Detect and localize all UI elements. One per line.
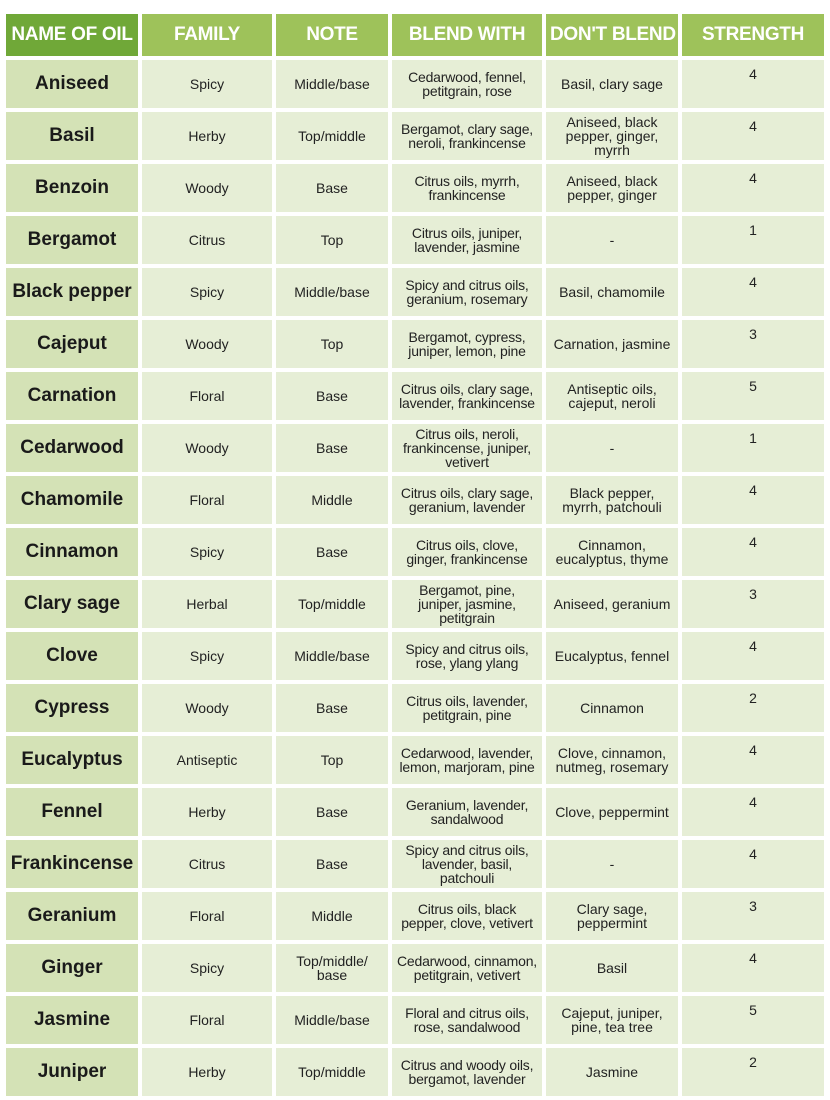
oil-strength: 4 <box>682 632 824 680</box>
oil-note: Base <box>276 840 388 888</box>
table-row <box>6 164 824 212</box>
oil-strength: 4 <box>682 736 824 784</box>
oil-dont-blend: - <box>546 216 678 264</box>
oil-strength: 3 <box>682 580 824 628</box>
oil-blend-with: Spicy and citrus oils, geranium, rosemary <box>392 268 542 316</box>
oil-note: Base <box>276 788 388 836</box>
oil-blend-with: Floral and citrus oils, rose, sandalwood <box>392 996 542 1044</box>
oil-note: Base <box>276 372 388 420</box>
header-name-of-oil: NAME OF OIL <box>6 14 138 56</box>
table-row <box>6 424 824 472</box>
oil-note: Top <box>276 320 388 368</box>
oil-dont-blend: Basil, chamomile <box>546 268 678 316</box>
oil-note: Top <box>276 736 388 784</box>
table-row <box>6 580 824 628</box>
oil-note: Top/middle/ base <box>276 944 388 992</box>
oil-family: Spicy <box>142 60 272 108</box>
oil-name: Cedarwood <box>6 424 138 472</box>
oil-name: Carnation <box>6 372 138 420</box>
oil-note: Middle <box>276 892 388 940</box>
oil-blend-with: Citrus oils, myrrh, frankincense <box>392 164 542 212</box>
oil-dont-blend: Clary sage, peppermint <box>546 892 678 940</box>
table-row <box>6 684 824 732</box>
table-row <box>6 476 824 524</box>
oil-strength: 4 <box>682 60 824 108</box>
oil-note: Base <box>276 424 388 472</box>
oil-dont-blend: Basil, clary sage <box>546 60 678 108</box>
oil-strength: 1 <box>682 216 824 264</box>
oil-note: Middle <box>276 476 388 524</box>
oil-name: Black pepper <box>6 268 138 316</box>
oil-dont-blend: Basil <box>546 944 678 992</box>
oil-family: Spicy <box>142 632 272 680</box>
table-row <box>6 112 824 160</box>
oil-name: Clary sage <box>6 580 138 628</box>
oil-family: Woody <box>142 164 272 212</box>
oil-strength: 2 <box>682 684 824 732</box>
oil-family: Floral <box>142 372 272 420</box>
oil-blend-with: Citrus oils, clary sage, geranium, lavender <box>392 476 542 524</box>
oil-note: Top/middle <box>276 112 388 160</box>
header-blend-with: BLEND WITH <box>392 14 542 56</box>
oil-blend-with: Citrus oils, black pepper, clove, vetivert <box>392 892 542 940</box>
oil-family: Floral <box>142 892 272 940</box>
oil-family: Spicy <box>142 528 272 576</box>
oil-strength: 4 <box>682 840 824 888</box>
oil-note: Middle/base <box>276 268 388 316</box>
oil-family: Woody <box>142 684 272 732</box>
oil-name: Chamomile <box>6 476 138 524</box>
oil-strength: 2 <box>682 1048 824 1096</box>
header-dont-blend: DON'T BLEND <box>546 14 678 56</box>
table-row <box>6 216 824 264</box>
oil-family: Herbal <box>142 580 272 628</box>
oil-name: Cinnamon <box>6 528 138 576</box>
table-row <box>6 632 824 680</box>
table-row <box>6 944 824 992</box>
oil-blend-with: Citrus oils, clove, ginger, frankincense <box>392 528 542 576</box>
oil-note: Base <box>276 164 388 212</box>
oil-note: Top <box>276 216 388 264</box>
oil-blend-with: Spicy and citrus oils, lavender, basil, patchouli <box>392 840 542 888</box>
oil-family: Antiseptic <box>142 736 272 784</box>
oil-name: Fennel <box>6 788 138 836</box>
oil-name: Clove <box>6 632 138 680</box>
oil-dont-blend: - <box>546 840 678 888</box>
oil-name: Eucalyptus <box>6 736 138 784</box>
oil-name: Bergamot <box>6 216 138 264</box>
table-row <box>6 736 824 784</box>
oil-blend-with: Bergamot, pine, juniper, jasmine, petitgrain <box>392 580 542 628</box>
oil-strength: 4 <box>682 528 824 576</box>
oil-blend-with: Citrus oils, neroli, frankincense, juniper, vetivert <box>392 424 542 472</box>
oil-family: Spicy <box>142 268 272 316</box>
oil-strength: 5 <box>682 372 824 420</box>
oil-strength: 4 <box>682 788 824 836</box>
oil-strength: 1 <box>682 424 824 472</box>
oil-strength: 4 <box>682 268 824 316</box>
table-row <box>6 840 824 888</box>
oil-note: Base <box>276 684 388 732</box>
oil-dont-blend: Clove, peppermint <box>546 788 678 836</box>
oil-strength: 3 <box>682 892 824 940</box>
oil-blend-with: Cedarwood, cinnamon, petitgrain, vetivert <box>392 944 542 992</box>
oil-note: Middle/base <box>276 60 388 108</box>
table-row <box>6 528 824 576</box>
oil-family: Floral <box>142 476 272 524</box>
oil-blend-with: Cedarwood, fennel, petitgrain, rose <box>392 60 542 108</box>
oil-note: Top/middle <box>276 580 388 628</box>
oil-dont-blend: Cinnamon, eucalyptus, thyme <box>546 528 678 576</box>
oil-dont-blend: Cinnamon <box>546 684 678 732</box>
oil-dont-blend: Black pepper, myrrh, patchouli <box>546 476 678 524</box>
oil-dont-blend: Clove, cinnamon, nutmeg, rosemary <box>546 736 678 784</box>
oil-blend-with: Bergamot, clary sage, neroli, frankincense <box>392 112 542 160</box>
oil-dont-blend: Cajeput, juniper, pine, tea tree <box>546 996 678 1044</box>
oil-name: Cypress <box>6 684 138 732</box>
table-row <box>6 320 824 368</box>
oil-note: Middle/base <box>276 996 388 1044</box>
oil-blend-with: Bergamot, cypress, juniper, lemon, pine <box>392 320 542 368</box>
oil-dont-blend: Jasmine <box>546 1048 678 1096</box>
table-row <box>6 60 824 108</box>
table-row <box>6 892 824 940</box>
oil-family: Woody <box>142 320 272 368</box>
oil-name: Juniper <box>6 1048 138 1096</box>
oil-strength: 4 <box>682 164 824 212</box>
oil-family: Floral <box>142 996 272 1044</box>
header-family: FAMILY <box>142 14 272 56</box>
oil-family: Spicy <box>142 944 272 992</box>
oil-family: Herby <box>142 112 272 160</box>
oil-dont-blend: Antiseptic oils, cajeput, neroli <box>546 372 678 420</box>
oil-table <box>2 10 828 1100</box>
oil-blend-with: Citrus and woody oils, bergamot, lavender <box>392 1048 542 1096</box>
oil-family: Woody <box>142 424 272 472</box>
oil-dont-blend: Carnation, jasmine <box>546 320 678 368</box>
oil-strength: 3 <box>682 320 824 368</box>
oil-blend-with: Citrus oils, lavender, petitgrain, pine <box>392 684 542 732</box>
oil-family: Citrus <box>142 840 272 888</box>
table-row <box>6 996 824 1044</box>
oil-name: Geranium <box>6 892 138 940</box>
table-row <box>6 372 824 420</box>
oil-name: Benzoin <box>6 164 138 212</box>
oil-note: Base <box>276 528 388 576</box>
header-strength: STRENGTH <box>682 14 824 56</box>
oil-name: Frankincense <box>6 840 138 888</box>
oil-family: Citrus <box>142 216 272 264</box>
oil-dont-blend: Eucalyptus, fennel <box>546 632 678 680</box>
oil-blend-with: Citrus oils, juniper, lavender, jasmine <box>392 216 542 264</box>
oil-dont-blend: - <box>546 424 678 472</box>
header-row <box>6 14 824 56</box>
table-row <box>6 268 824 316</box>
oil-name: Jasmine <box>6 996 138 1044</box>
oil-dont-blend: Aniseed, black pepper, ginger, myrrh <box>546 112 678 160</box>
oil-blend-with: Citrus oils, clary sage, lavender, frankincense <box>392 372 542 420</box>
table-header <box>6 14 824 56</box>
oil-blend-with: Geranium, lavender, sandalwood <box>392 788 542 836</box>
oil-dont-blend: Aniseed, geranium <box>546 580 678 628</box>
oil-blend-with: Cedarwood, lavender, lemon, marjoram, pine <box>392 736 542 784</box>
oil-family: Herby <box>142 788 272 836</box>
oil-note: Top/middle <box>276 1048 388 1096</box>
oil-name: Cajeput <box>6 320 138 368</box>
header-note: NOTE <box>276 14 388 56</box>
oil-strength: 4 <box>682 112 824 160</box>
oil-name: Ginger <box>6 944 138 992</box>
oil-family: Herby <box>142 1048 272 1096</box>
oil-strength: 5 <box>682 996 824 1044</box>
oil-blend-with: Spicy and citrus oils, rose, ylang ylang <box>392 632 542 680</box>
oil-note: Middle/base <box>276 632 388 680</box>
oil-name: Basil <box>6 112 138 160</box>
oil-strength: 4 <box>682 944 824 992</box>
table-row <box>6 1048 824 1096</box>
oil-name: Aniseed <box>6 60 138 108</box>
table-row <box>6 788 824 836</box>
oil-dont-blend: Aniseed, black pepper, ginger <box>546 164 678 212</box>
oil-strength: 4 <box>682 476 824 524</box>
table-body <box>6 60 824 1096</box>
